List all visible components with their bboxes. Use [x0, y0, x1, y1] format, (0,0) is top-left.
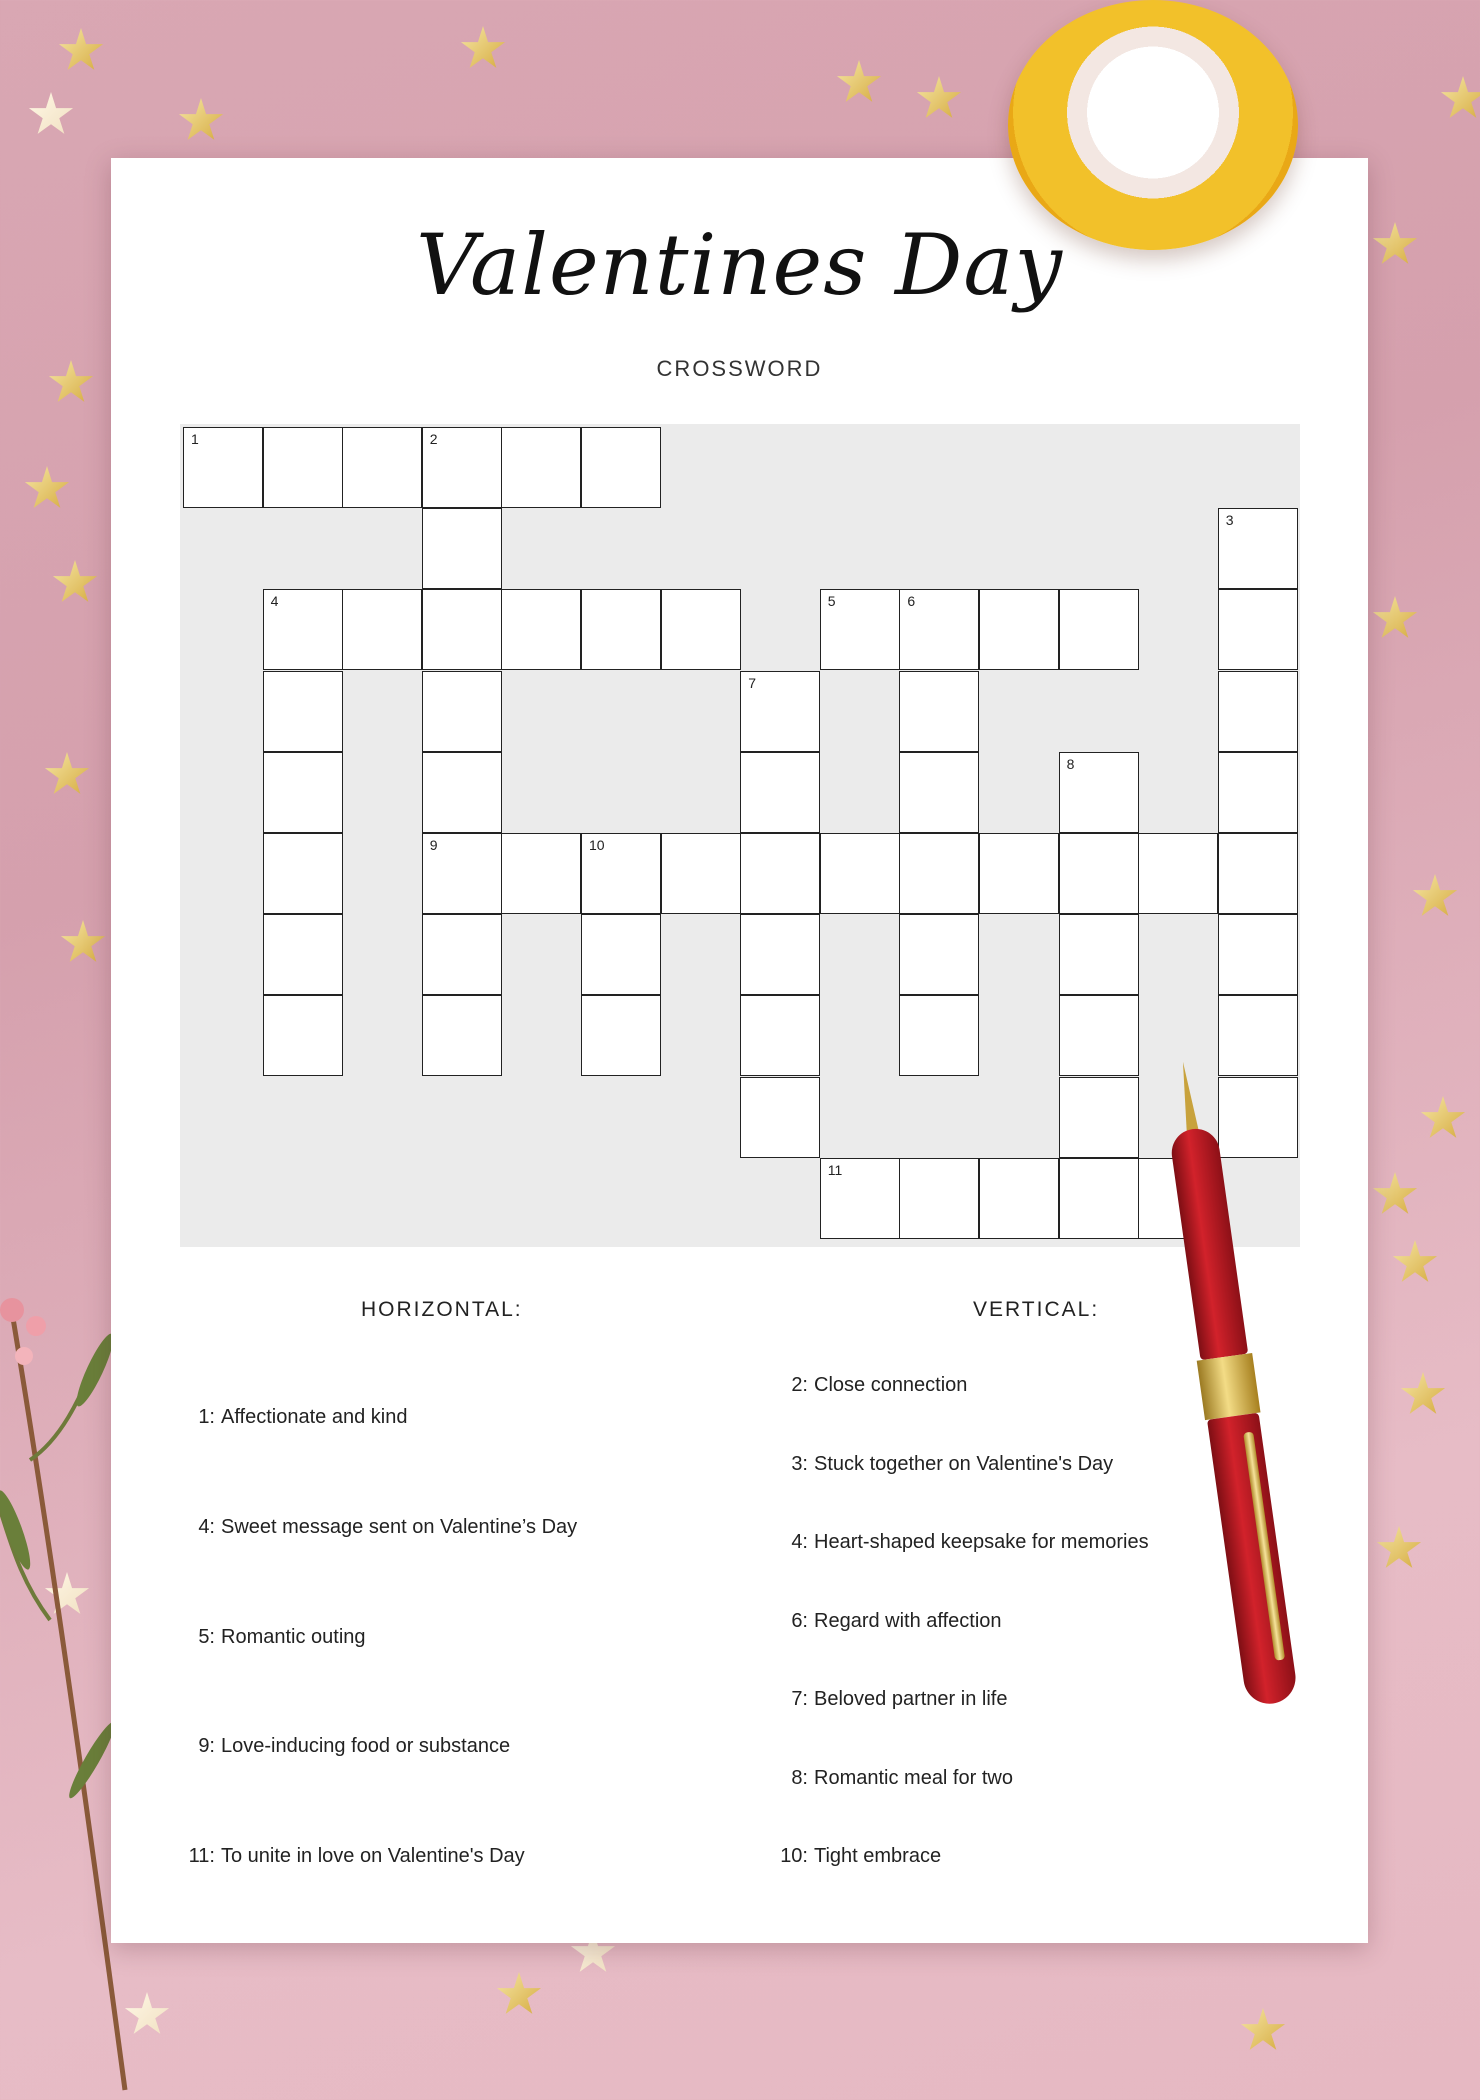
crossword-cell[interactable] — [263, 589, 343, 670]
star-icon — [460, 26, 506, 72]
star-icon — [836, 60, 882, 106]
clue-item — [770, 1767, 1013, 1790]
cell-number: 10 — [589, 837, 605, 853]
clue-item — [177, 1845, 525, 1868]
crossword-cell[interactable] — [661, 589, 741, 670]
crossword-cell[interactable] — [342, 589, 422, 670]
clue-number: 6: — [791, 1610, 808, 1632]
crossword-cell[interactable] — [899, 1158, 979, 1239]
star-icon — [44, 752, 90, 798]
crossword-cell[interactable] — [501, 833, 581, 914]
crossword-sheet — [111, 158, 1368, 1943]
star-icon — [58, 28, 104, 74]
star-icon — [916, 76, 962, 122]
crossword-cell[interactable] — [422, 589, 502, 670]
star-icon — [52, 560, 98, 606]
crossword-cell[interactable] — [979, 589, 1059, 670]
cell-number: 6 — [907, 593, 916, 610]
crossword-cell[interactable] — [820, 589, 900, 670]
crossword-cell[interactable] — [422, 914, 502, 995]
star-icon — [60, 920, 106, 966]
cell-number: 4 — [270, 593, 279, 610]
crossword-cell[interactable] — [422, 671, 502, 752]
crossword-cell[interactable] — [979, 1158, 1059, 1239]
crossword-cell[interactable] — [899, 995, 979, 1076]
star-icon — [48, 360, 94, 406]
crossword-cell[interactable] — [263, 833, 343, 914]
cell-number: 3 — [1225, 512, 1234, 529]
star-icon — [496, 1972, 542, 2018]
clue-item — [177, 1516, 577, 1539]
crossword-cell[interactable] — [263, 671, 343, 752]
clue-text: Beloved partner in life — [814, 1688, 1008, 1710]
clue-item — [770, 1845, 941, 1868]
crossword-cell[interactable] — [740, 833, 820, 914]
crossword-cell[interactable] — [740, 914, 820, 995]
tape-roll-icon — [1008, 0, 1298, 250]
clue-number: 7: — [791, 1688, 808, 1710]
crossword-cell[interactable] — [263, 427, 343, 508]
star-icon — [1392, 1240, 1438, 1286]
star-icon — [1420, 1096, 1466, 1142]
star-icon — [1440, 76, 1480, 122]
crossword-cell[interactable] — [1218, 1077, 1298, 1158]
crossword-cell[interactable] — [263, 752, 343, 833]
clue-item — [770, 1610, 1002, 1633]
crossword-cell[interactable] — [740, 995, 820, 1076]
crossword-cell[interactable] — [899, 914, 979, 995]
crossword-cell[interactable] — [263, 995, 343, 1076]
crossword-cell[interactable] — [422, 427, 502, 508]
crossword-cell[interactable] — [263, 914, 343, 995]
crossword-cell[interactable] — [661, 833, 741, 914]
clue-text: Love-inducing food or substance — [221, 1735, 511, 1757]
crossword-cell[interactable] — [1059, 914, 1139, 995]
clue-item — [177, 1735, 510, 1758]
crossword-cell[interactable] — [1059, 1158, 1139, 1239]
crossword-cell[interactable] — [501, 427, 581, 508]
clue-text: Romantic outing — [221, 1626, 366, 1648]
page-subtitle: CROSSWORD — [656, 356, 823, 381]
clue-number: 10: — [780, 1845, 808, 1867]
clue-number: 1: — [198, 1406, 215, 1428]
crossword-cell[interactable] — [581, 914, 661, 995]
star-icon — [1372, 596, 1418, 642]
cell-number: 5 — [827, 593, 836, 610]
star-icon — [1412, 874, 1458, 920]
clue-text: Affectionate and kind — [221, 1406, 408, 1428]
crossword-cell[interactable] — [342, 427, 422, 508]
page-title: Valentines Day — [416, 216, 1063, 314]
clue-item — [770, 1688, 1007, 1711]
clue-number: 5: — [198, 1626, 215, 1648]
crossword-cell[interactable] — [1218, 589, 1298, 670]
crossword-cell[interactable] — [740, 752, 820, 833]
crossword-cell[interactable] — [1218, 671, 1298, 752]
cell-number: 9 — [429, 837, 438, 853]
clue-number: 4: — [198, 1516, 215, 1538]
crossword-cell[interactable] — [422, 752, 502, 833]
clue-number: 11: — [188, 1845, 215, 1867]
clue-number: 9: — [198, 1735, 215, 1757]
crossword-cell[interactable] — [1218, 914, 1298, 995]
crossword-cell[interactable] — [1218, 508, 1298, 589]
clue-text: Tight embrace — [814, 1845, 942, 1867]
star-icon — [1240, 2008, 1286, 2054]
crossword-cell[interactable] — [422, 995, 502, 1076]
crossword-cell[interactable] — [1138, 833, 1218, 914]
crossword-cell[interactable] — [820, 1158, 900, 1239]
cell-number: 11 — [827, 1161, 843, 1178]
crossword-cell[interactable] — [899, 833, 979, 914]
crossword-cell[interactable] — [1218, 752, 1298, 833]
crossword-cell[interactable] — [740, 1077, 820, 1158]
clue-number: 2: — [791, 1374, 808, 1396]
star-icon — [1372, 1172, 1418, 1218]
clue-item — [177, 1626, 366, 1649]
clue-item — [770, 1453, 1113, 1476]
star-icon — [28, 92, 74, 138]
crossword-cell[interactable] — [581, 833, 661, 914]
clue-number: 8: — [791, 1767, 808, 1789]
crossword-cell[interactable] — [899, 589, 979, 670]
crossword-cell[interactable] — [1218, 833, 1298, 914]
crossword-cell[interactable] — [581, 589, 661, 670]
crossword-cell[interactable] — [422, 833, 502, 914]
horizontal-clues-heading: HORIZONTAL: — [361, 1298, 523, 1321]
crossword-cell[interactable] — [501, 589, 581, 670]
crossword-cell[interactable] — [820, 833, 900, 914]
star-icon — [1372, 222, 1418, 268]
clue-number: 4: — [791, 1531, 808, 1553]
star-icon — [1376, 1526, 1422, 1572]
crossword-cell[interactable] — [899, 752, 979, 833]
crossword-cell[interactable] — [183, 427, 263, 508]
clue-text: To unite in love on Valentine's Day — [221, 1845, 525, 1867]
clue-text: Heart-shaped keepsake for memories — [814, 1531, 1149, 1553]
clue-text: Regard with affection — [814, 1610, 1002, 1632]
crossword-cell[interactable] — [899, 671, 979, 752]
crossword-cell[interactable] — [1059, 752, 1139, 833]
crossword-cell[interactable] — [1059, 1077, 1139, 1158]
crossword-cell[interactable] — [1059, 833, 1139, 914]
crossword-cell[interactable] — [979, 833, 1059, 914]
crossword-cell[interactable] — [581, 995, 661, 1076]
cell-number: 7 — [748, 674, 756, 691]
crossword-cell[interactable] — [1059, 589, 1139, 670]
clue-item — [177, 1406, 407, 1429]
clue-text: Close connection — [814, 1374, 968, 1396]
crossword-cell[interactable] — [740, 671, 820, 752]
clue-number: 3: — [791, 1453, 808, 1475]
clue-text: Sweet message sent on Valentine’s Day — [221, 1516, 578, 1538]
clue-item — [770, 1531, 1149, 1554]
cell-number: 8 — [1066, 755, 1075, 772]
vertical-clues-heading: VERTICAL: — [973, 1298, 1100, 1321]
cell-number: 2 — [429, 431, 438, 447]
crossword-cell[interactable] — [1218, 995, 1298, 1076]
clue-text: Romantic meal for two — [814, 1767, 1013, 1789]
star-icon — [178, 98, 224, 144]
crossword-grid — [180, 424, 1300, 1247]
crossword-cell[interactable] — [1059, 995, 1139, 1076]
star-icon — [24, 466, 70, 512]
clue-text: Stuck together on Valentine's Day — [814, 1453, 1114, 1475]
crossword-cell[interactable] — [581, 427, 661, 508]
crossword-cell[interactable] — [422, 508, 502, 589]
clue-item — [770, 1374, 967, 1397]
star-icon — [1400, 1372, 1446, 1418]
cell-number: 1 — [191, 431, 199, 447]
